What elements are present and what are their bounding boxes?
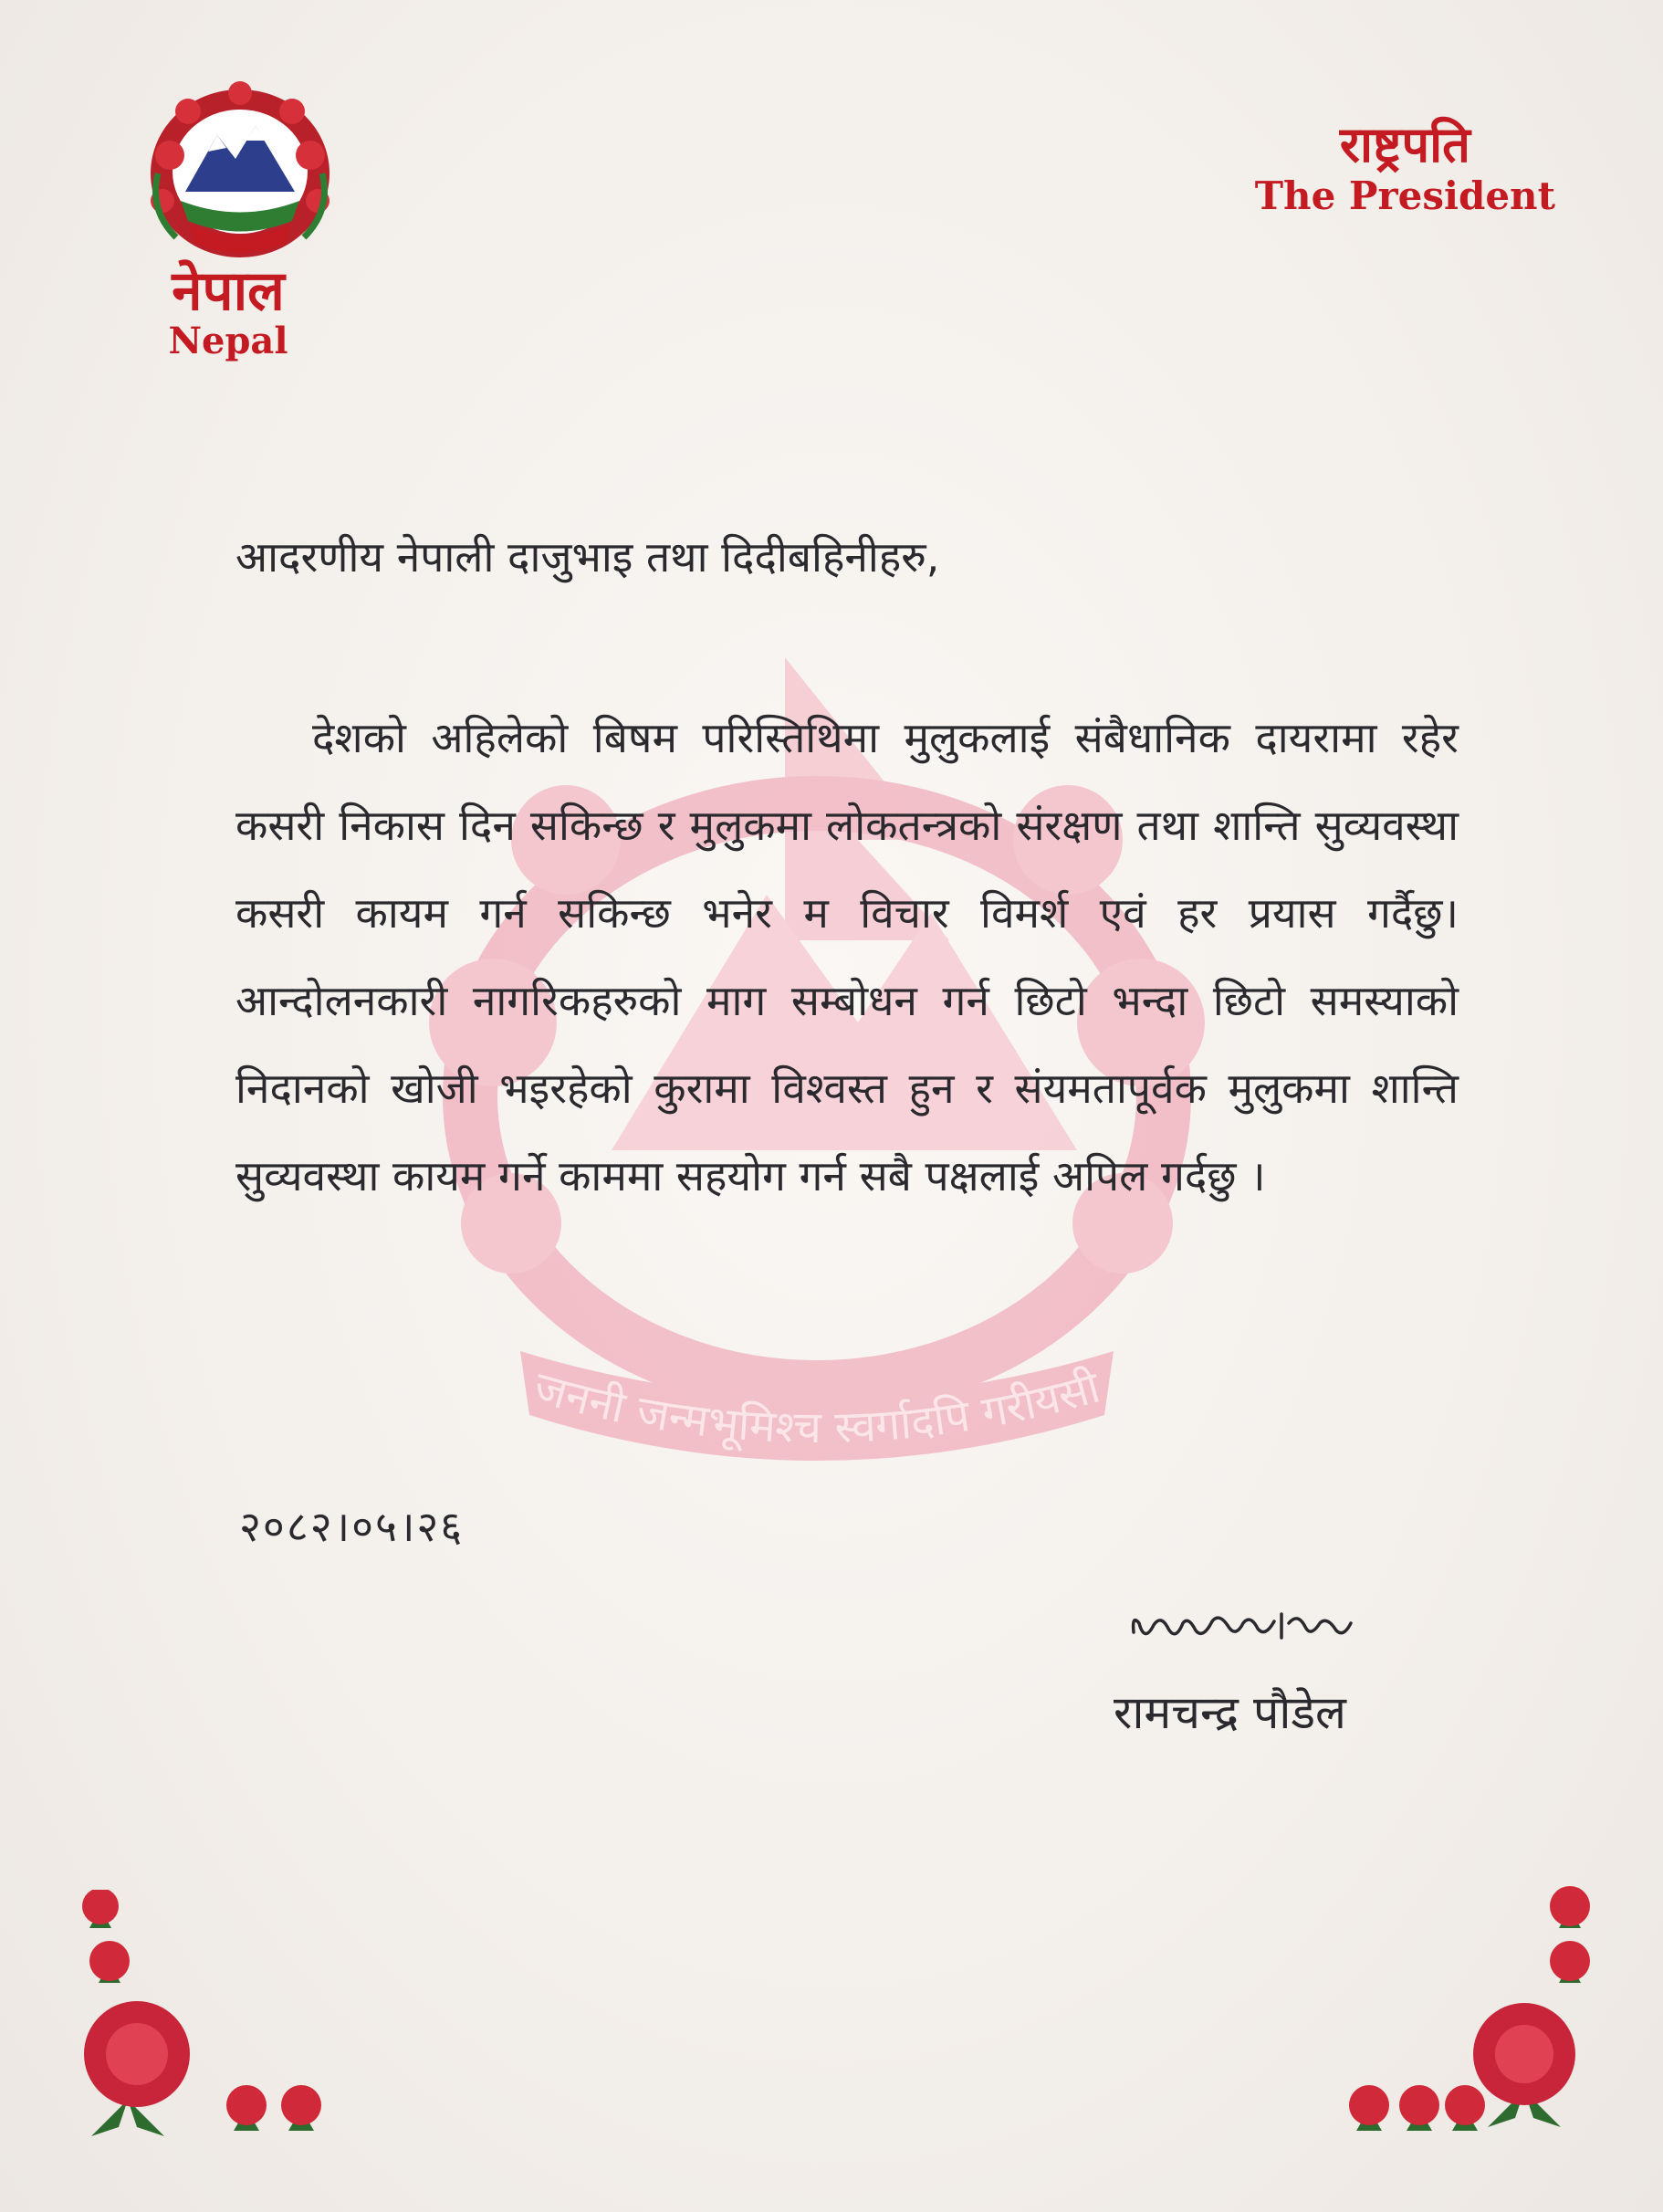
country-label xyxy=(128,261,329,362)
watermark-motto: जननी जन्मभूमिश्च स्वर्गादपि गरीयसी xyxy=(528,1361,1105,1454)
rhododendron-icon xyxy=(73,1890,338,2164)
handwritten-signature xyxy=(1128,1596,1356,1660)
letter-date: २०८२।०५।२६ xyxy=(239,1502,465,1551)
country-name-english: Nepal xyxy=(168,320,288,362)
nepal-emblem-icon xyxy=(135,64,345,274)
country-name-nepali: नेपाल xyxy=(172,259,285,323)
letter-body: देशको अहिलेको बिषम परिस्तिथिमा मुलुकलाई संबैधानिक दायरामा रहेर कसरी निकास दिन सकिन्छ र मुलुकमा लोकतन्त्रको संरक्षण तथा शान्ति सुव्यवस्था कसरी कायम गर्न सकिन्छ भनेर म विचार विमर्श एवं हर प्रयास गर्दैछु। आन्दोलनकारी नागरिकहरुको माग सम्बोधन गर्न छिटो भन्दा छिटो समस्याको निदानको खोजी भइरहेको कुरामा विश्वस्त हुन र संयमतापूर्वक मुलुकमा शान्ति सुव्यवस्था कायम गर्ने काममा सहयोग गर्न सबै पक्षलाई अपिल गर्दछु । xyxy=(235,713,1459,1200)
office-title-nepali: राष्ट्रपति xyxy=(1339,116,1470,173)
salutation: आदरणीय नेपाली दाजुभाइ तथा दिदीबहिनीहरु, xyxy=(235,532,940,582)
signer-name: रामचन्द्र पौडेल xyxy=(1114,1686,1346,1739)
rhododendron-icon xyxy=(1342,1881,1606,2154)
office-label xyxy=(1255,117,1555,219)
office-title-english: The President xyxy=(1254,173,1555,219)
